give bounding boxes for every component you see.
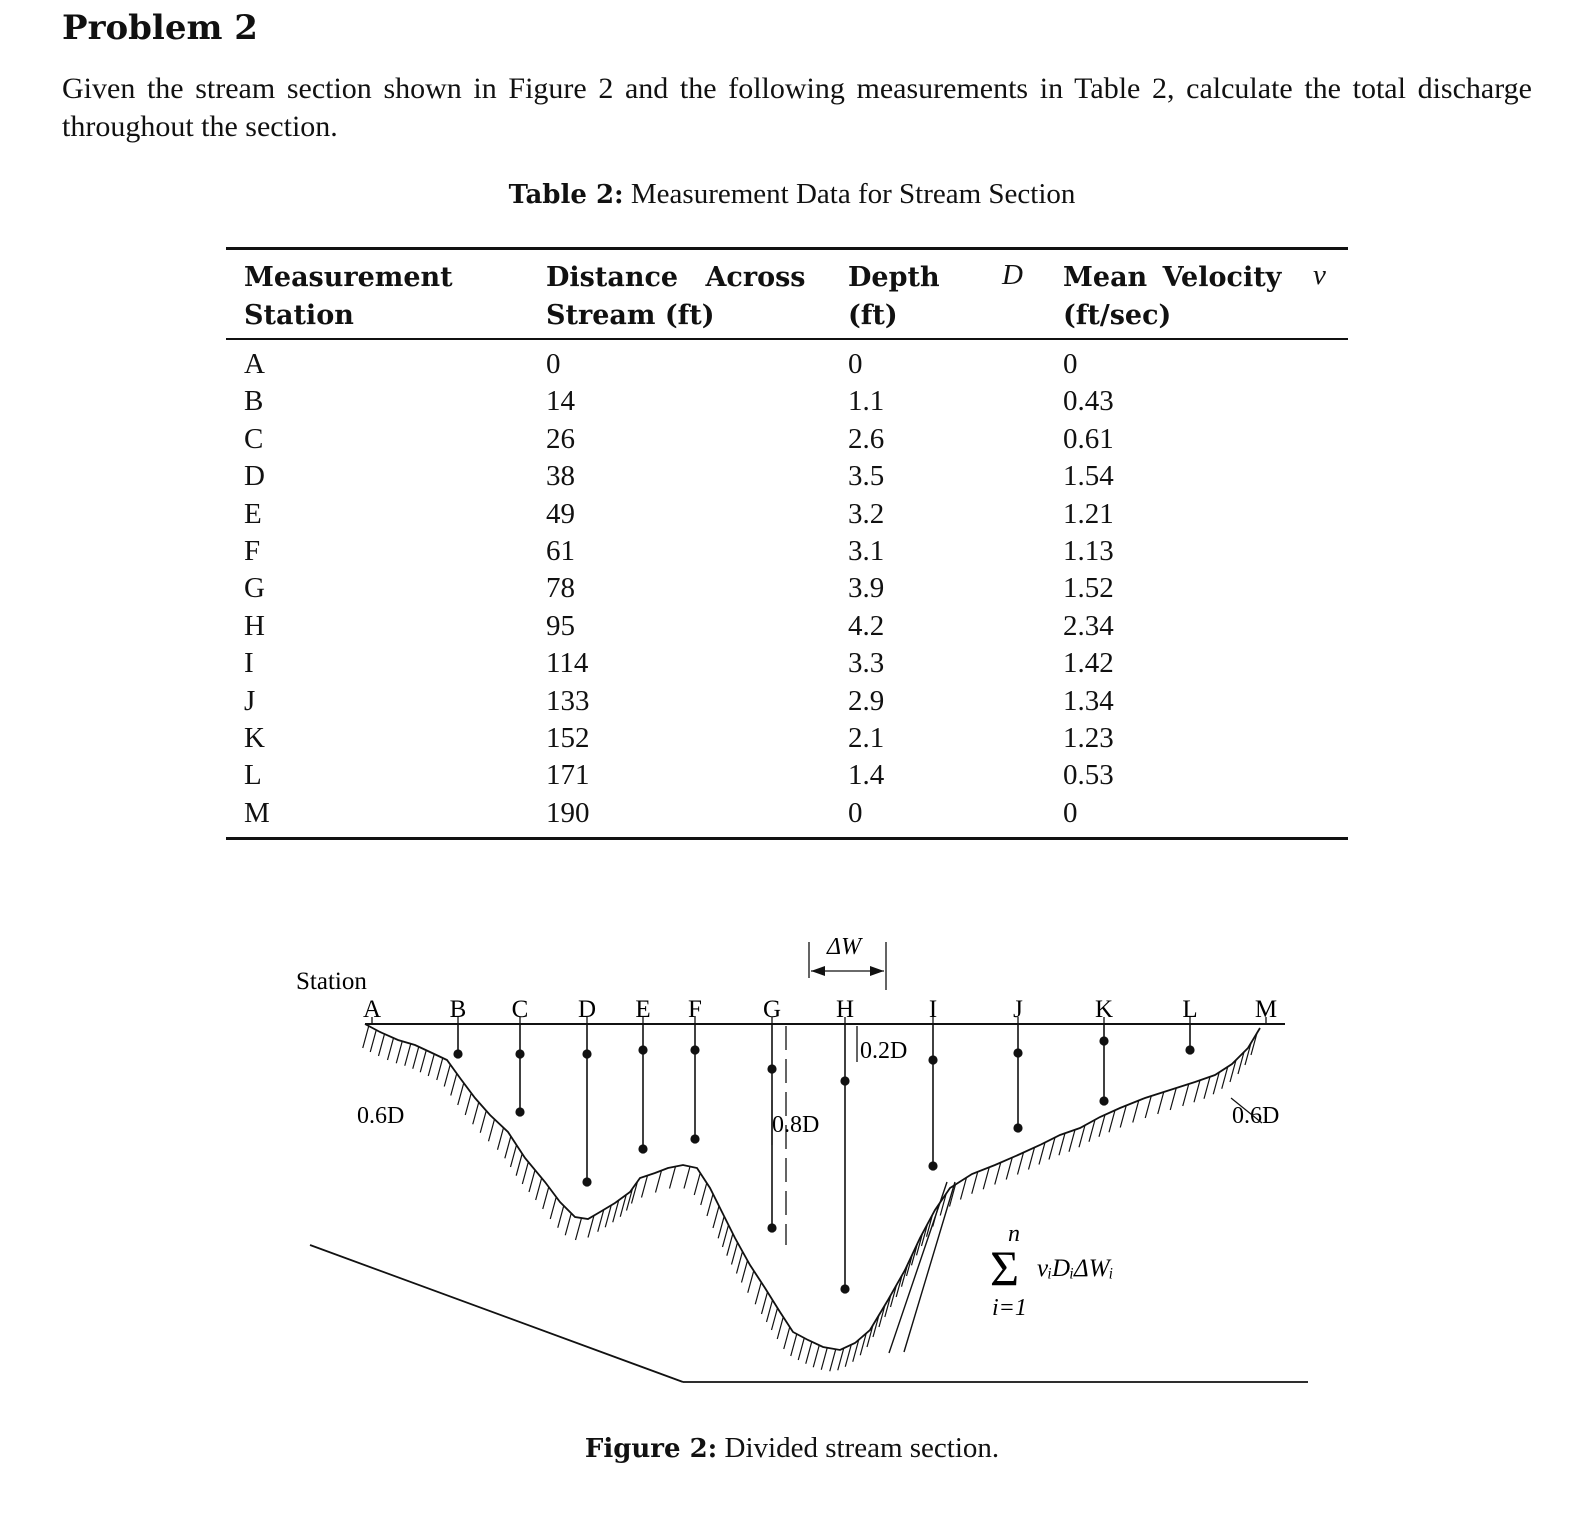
sampling-point: [767, 1064, 776, 1073]
table-caption: [0, 178, 1584, 211]
sum-symbol: Σ: [990, 1240, 1020, 1296]
measurement-table: [226, 247, 1348, 840]
sampling-point: [1099, 1096, 1108, 1105]
distance-cell: 14: [546, 385, 575, 418]
table-row: [226, 495, 1348, 532]
station-label-m: M: [1254, 996, 1278, 1023]
velocity-cell: 0.61: [1063, 422, 1114, 455]
station-cell: D: [244, 460, 265, 493]
figure-caption-text: Divided stream section.: [724, 1432, 1000, 1464]
velocity-cell: 0.53: [1063, 759, 1114, 792]
depth-cell: 3.3: [848, 647, 885, 680]
station-label-d: D: [577, 996, 597, 1023]
station-label-i: I: [928, 996, 938, 1023]
header-distance-line2: Stream (ft): [546, 300, 715, 331]
velocity-cell: 2.34: [1063, 609, 1114, 642]
table-row: [226, 345, 1348, 382]
station-cell: K: [244, 721, 265, 754]
header-velocity-line1: Mean Velocity: [1063, 262, 1282, 293]
sum-upper-limit: n: [1008, 1221, 1020, 1247]
station-cell: J: [244, 684, 256, 717]
station-label-h: H: [835, 996, 855, 1023]
station-labels: [363, 996, 1277, 1023]
depth-cell: 1.4: [848, 759, 885, 792]
header-station-line1: Measurement: [244, 262, 453, 293]
header-depth: [848, 259, 940, 335]
figure-caption-label: Figure 2:: [584, 1434, 718, 1464]
sampling-point: [767, 1223, 776, 1232]
sampling-point: [690, 1045, 699, 1054]
bank-edge-line: [889, 1182, 947, 1353]
summation-formula: [990, 1221, 1114, 1321]
header-velocity-symbol: v: [1313, 259, 1326, 291]
table-caption-text: Measurement Data for Stream Section: [630, 178, 1076, 210]
stream-section-figure: [0, 920, 1584, 1420]
sampling-point: [638, 1144, 647, 1153]
station-axis-label: Station: [296, 968, 367, 995]
label-0-6d-right: 0.6D: [1232, 1103, 1280, 1129]
station-ticks: [372, 1017, 1266, 1024]
distance-cell: 133: [546, 684, 590, 717]
sum-expression: vᵢDᵢΔWᵢ: [1037, 1255, 1114, 1282]
table-body: [226, 340, 1348, 837]
sampling-point: [638, 1045, 647, 1054]
distance-cell: 78: [546, 572, 575, 605]
velocity-cell: 1.52: [1063, 572, 1114, 605]
header-distance-line1: Distance Across: [546, 262, 806, 293]
table-row: [226, 607, 1348, 644]
depth-cell: 0: [848, 796, 863, 829]
station-cell: M: [244, 796, 270, 829]
distance-cell: 61: [546, 534, 575, 567]
problem-statement: Given the stream section shown in Figure 2 and the following measurements in Table 2, calculate the total discharge throughout the section.: [62, 72, 1532, 143]
velocity-cell: 1.34: [1063, 684, 1114, 717]
label-0-8d: 0.8D: [772, 1112, 820, 1138]
station-cell: L: [244, 759, 262, 792]
header-distance: [546, 259, 806, 335]
station-cell: F: [244, 534, 261, 567]
velocity-cell: 1.42: [1063, 647, 1114, 680]
table-header: [226, 250, 1348, 340]
sampling-point: [1013, 1123, 1022, 1132]
station-cell: A: [244, 348, 265, 380]
station-label-f: F: [688, 996, 702, 1023]
header-depth-symbol: D: [1002, 259, 1023, 291]
header-velocity-line2: (ft/sec): [1063, 300, 1172, 331]
distance-cell: 38: [546, 460, 575, 493]
station-label-g: G: [762, 996, 782, 1023]
depth-cell: 3.1: [848, 534, 885, 567]
velocity-cell: 1.13: [1063, 534, 1114, 567]
distance-cell: 114: [546, 647, 589, 680]
table-row: [226, 756, 1348, 793]
table-row: [226, 457, 1348, 494]
header-velocity: [1063, 259, 1281, 335]
velocity-cell: 1.54: [1063, 460, 1114, 493]
velocity-cell: 0.43: [1063, 385, 1114, 418]
header-depth-line1: Depth: [848, 262, 940, 293]
sampling-point: [582, 1049, 591, 1058]
station-label-b: B: [449, 996, 467, 1023]
depth-cell: 3.9: [848, 572, 885, 605]
sampling-point: [690, 1134, 699, 1143]
sampling-point: [453, 1049, 462, 1058]
header-station-line2: Station: [244, 300, 354, 331]
delta-w-label: ΔW: [827, 934, 862, 960]
distance-cell: 95: [546, 609, 575, 642]
velocity-cell: 0: [1063, 348, 1078, 380]
station-label-c: C: [511, 996, 529, 1023]
delta-w-dimension: [809, 934, 886, 990]
station-cell: C: [244, 422, 264, 455]
depth-cell: 0: [848, 348, 863, 380]
station-label-j: J: [1013, 996, 1023, 1023]
sampling-point: [928, 1161, 937, 1170]
depth-cell: 2.9: [848, 684, 885, 717]
sum-lower-limit: i=1: [992, 1295, 1027, 1321]
distance-cell: 0: [546, 348, 561, 380]
table-row: [226, 532, 1348, 569]
label-0-2d: 0.2D: [860, 1038, 908, 1064]
header-depth-line2: (ft): [848, 300, 898, 331]
valley-floor-slope: [310, 1245, 683, 1382]
sampling-point: [515, 1107, 524, 1116]
label-0-6d-left: 0.6D: [357, 1103, 405, 1129]
table-row: [226, 420, 1348, 457]
station-cell: I: [244, 647, 254, 680]
distance-cell: 49: [546, 497, 575, 530]
bed-hatching: [363, 1026, 1257, 1371]
sampling-point: [928, 1055, 937, 1064]
sampling-point: [582, 1177, 591, 1186]
station-cell: G: [244, 572, 265, 605]
depth-cell: 4.2: [848, 609, 885, 642]
station-label-a: A: [362, 996, 382, 1023]
distance-cell: 171: [546, 759, 590, 792]
sampling-point: [840, 1284, 849, 1293]
table-row: [226, 794, 1348, 831]
sampling-point: [1013, 1048, 1022, 1057]
velocity-cell: 1.21: [1063, 497, 1114, 530]
station-cell: E: [244, 497, 262, 530]
header-station: [244, 259, 453, 335]
depth-cell: 2.1: [848, 721, 885, 754]
sampling-point: [840, 1076, 849, 1085]
station-cell: H: [244, 609, 265, 642]
table-row: [226, 382, 1348, 419]
sampling-point: [1099, 1036, 1108, 1045]
depth-cell: 3.2: [848, 497, 885, 530]
station-label-l: L: [1182, 996, 1198, 1023]
depth-cell: 2.6: [848, 422, 885, 455]
bank-edge-line-2: [904, 1182, 955, 1352]
velocity-cell: 1.23: [1063, 721, 1114, 754]
sampling-point: [515, 1049, 524, 1058]
sampling-point: [1185, 1045, 1194, 1054]
station-label-e: E: [635, 996, 651, 1023]
stream-bed-profile: [365, 1024, 1260, 1350]
station-cell: B: [244, 385, 264, 418]
depth-cell: 3.5: [848, 460, 885, 493]
distance-cell: 190: [546, 796, 590, 829]
table-row: [226, 569, 1348, 606]
depth-cell: 1.1: [848, 385, 885, 418]
problem-title: Problem 2: [62, 8, 258, 48]
velocity-cell: 0: [1063, 796, 1078, 829]
station-verticals: [453, 1024, 1194, 1294]
table-row: [226, 644, 1348, 681]
table-row: [226, 719, 1348, 756]
table-row: [226, 682, 1348, 719]
station-label-k: K: [1094, 996, 1114, 1023]
distance-cell: 26: [546, 422, 575, 455]
table-caption-label: Table 2:: [508, 180, 624, 210]
figure-caption: [0, 1432, 1584, 1465]
distance-cell: 152: [546, 721, 590, 754]
